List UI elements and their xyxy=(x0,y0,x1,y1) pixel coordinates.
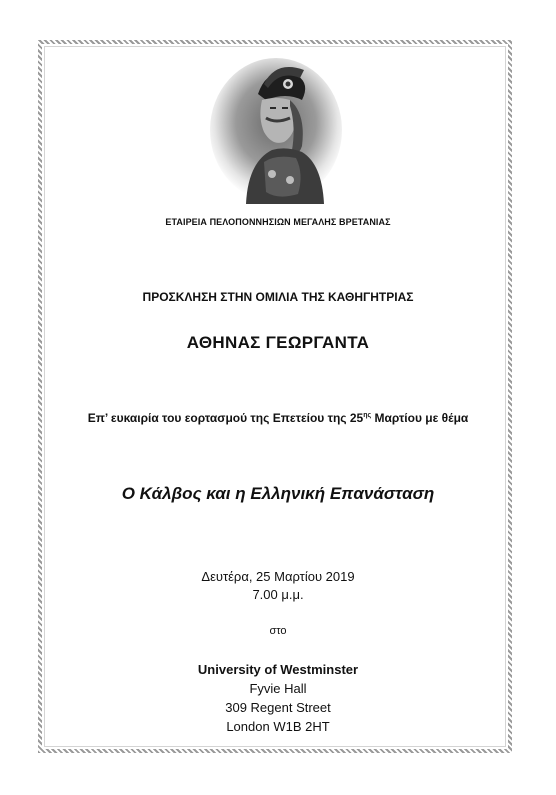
ordinal-suffix: ης xyxy=(363,412,372,419)
invitation-line: ΠΡΟΣΚΛΗΣΗ ΣΤΗΝ ΟΜΙΛΙΑ ΤΗΣ ΚΑΘΗΓΗΤΡΙΑΣ xyxy=(142,290,414,304)
venue-street: 309 Regent Street xyxy=(225,700,331,715)
society-name: ΕΤΑΙΡΕΙΑ ΠΕΛΟΠΟΝΝΗΣΙΩΝ ΜΕΓΑΛΗΣ ΒΡΕΤΑΝΙΑΣ xyxy=(165,217,391,227)
venue-hall: Fyvie Hall xyxy=(249,681,307,696)
venue-university: University of Westminster xyxy=(197,662,359,677)
event-datetime xyxy=(0,568,556,604)
event-date: Δευτέρα, 25 Μαρτίου 2019 xyxy=(201,569,355,584)
occasion-text: Επ’ ευκαιρία του εορτασμού της Επετείου της 25 xyxy=(87,411,364,425)
occasion-line xyxy=(0,411,556,425)
occasion-text-end: Μαρτίου με θέμα xyxy=(371,411,469,425)
at-label: στο xyxy=(269,625,287,637)
venue-block xyxy=(0,660,556,736)
speaker-name: ΑΘΗΝΑΣ ΓΕΩΡΓΑΝΤΑ xyxy=(186,333,370,352)
venue-city: London W1B 2HT xyxy=(226,719,330,734)
event-time: 7.00 μ.μ. xyxy=(252,587,304,602)
lecture-title: Ο Κάλβος και η Ελληνική Επανάσταση xyxy=(121,484,435,503)
portrait-engraving xyxy=(206,54,346,204)
